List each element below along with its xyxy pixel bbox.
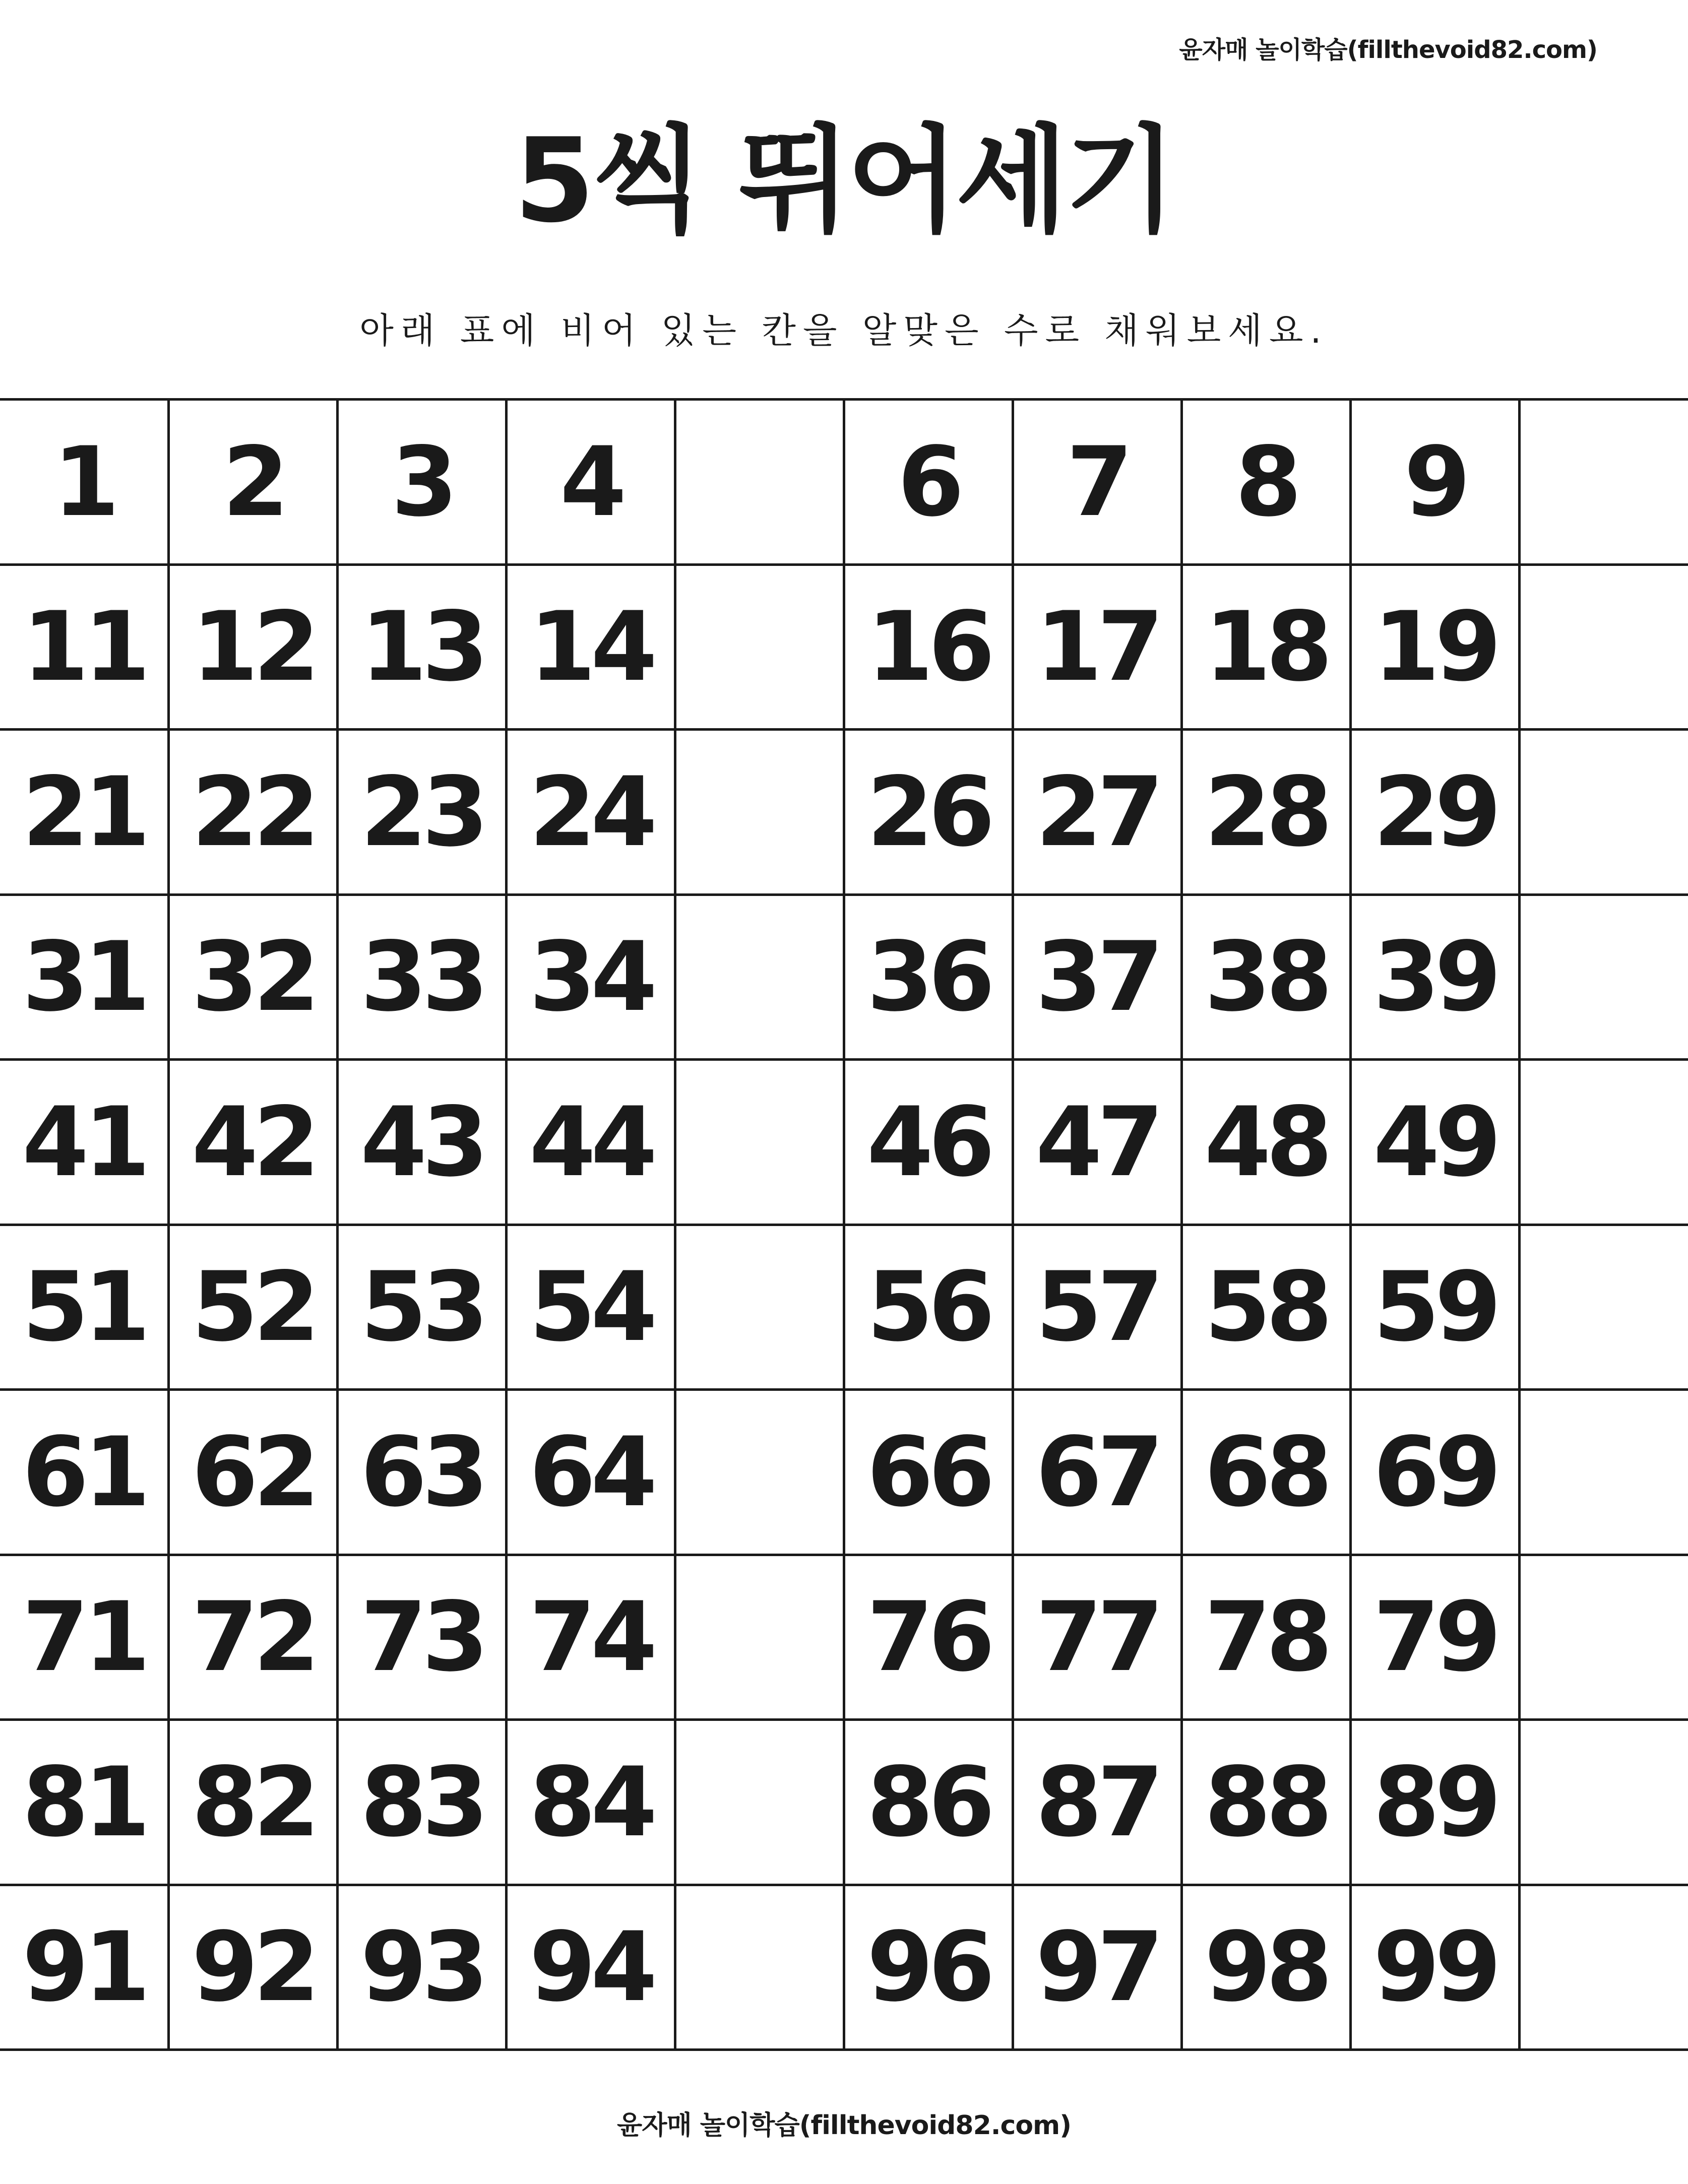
number-cell: 81 <box>0 1720 169 1885</box>
number-cell: 92 <box>169 1885 338 2050</box>
blank-cell[interactable] <box>675 1885 844 2050</box>
grid-body <box>0 400 1688 2050</box>
grid-row <box>0 1720 1688 1885</box>
number-cell: 84 <box>507 1720 675 1885</box>
footer-credit: 윤자매 놀이학습(fillthevoid82.com) <box>616 2110 1072 2141</box>
number-cell: 96 <box>844 1885 1013 2050</box>
number-cell: 13 <box>338 564 507 730</box>
grid-row <box>0 730 1688 895</box>
number-cell: 27 <box>1013 730 1181 895</box>
blank-cell[interactable] <box>675 1225 844 1390</box>
number-cell: 42 <box>169 1060 338 1225</box>
number-cell: 6 <box>844 400 1013 565</box>
grid-row <box>0 564 1688 730</box>
number-cell: 12 <box>169 564 338 730</box>
number-cell: 47 <box>1013 1060 1181 1225</box>
number-cell: 87 <box>1013 1720 1181 1885</box>
number-cell: 31 <box>0 894 169 1060</box>
number-cell: 57 <box>1013 1225 1181 1390</box>
number-cell: 68 <box>1181 1390 1350 1555</box>
blank-cell[interactable] <box>675 564 844 730</box>
number-cell: 54 <box>507 1225 675 1390</box>
number-cell: 86 <box>844 1720 1013 1885</box>
number-cell: 69 <box>1350 1390 1519 1555</box>
blank-cell[interactable] <box>1519 730 1688 895</box>
number-cell: 43 <box>338 1060 507 1225</box>
number-cell: 1 <box>0 400 169 565</box>
number-cell: 56 <box>844 1225 1013 1390</box>
blank-cell[interactable] <box>1519 400 1688 565</box>
grid-row <box>0 1060 1688 1225</box>
number-cell: 7 <box>1013 400 1181 565</box>
number-cell: 74 <box>507 1555 675 1720</box>
number-cell: 37 <box>1013 894 1181 1060</box>
blank-cell[interactable] <box>1519 564 1688 730</box>
number-cell: 9 <box>1350 400 1519 565</box>
blank-cell[interactable] <box>1519 1885 1688 2050</box>
page-title: 5씩 뛰어세기 <box>514 114 1174 248</box>
number-cell: 29 <box>1350 730 1519 895</box>
number-cell: 78 <box>1181 1555 1350 1720</box>
number-cell: 93 <box>338 1885 507 2050</box>
grid-row <box>0 400 1688 565</box>
number-cell: 52 <box>169 1225 338 1390</box>
number-cell: 76 <box>844 1555 1013 1720</box>
number-cell: 89 <box>1350 1720 1519 1885</box>
number-cell: 28 <box>1181 730 1350 895</box>
grid-row <box>0 1225 1688 1390</box>
number-cell: 24 <box>507 730 675 895</box>
number-cell: 39 <box>1350 894 1519 1060</box>
number-cell: 17 <box>1013 564 1181 730</box>
number-cell: 22 <box>169 730 338 895</box>
blank-cell[interactable] <box>1519 1060 1688 1225</box>
number-cell: 3 <box>338 400 507 565</box>
blank-cell[interactable] <box>1519 1555 1688 1720</box>
number-cell: 88 <box>1181 1720 1350 1885</box>
blank-cell[interactable] <box>675 894 844 1060</box>
number-cell: 61 <box>0 1390 169 1555</box>
grid-row <box>0 894 1688 1060</box>
number-cell: 36 <box>844 894 1013 1060</box>
number-cell: 8 <box>1181 400 1350 565</box>
number-cell: 82 <box>169 1720 338 1885</box>
blank-cell[interactable] <box>1519 1225 1688 1390</box>
blank-cell[interactable] <box>1519 894 1688 1060</box>
blank-cell[interactable] <box>1519 1720 1688 1885</box>
number-cell: 4 <box>507 400 675 565</box>
blank-cell[interactable] <box>1519 1390 1688 1555</box>
number-cell: 71 <box>0 1555 169 1720</box>
number-cell: 77 <box>1013 1555 1181 1720</box>
number-cell: 21 <box>0 730 169 895</box>
blank-cell[interactable] <box>675 1555 844 1720</box>
number-cell: 97 <box>1013 1885 1181 2050</box>
header-credit: 윤자매 놀이학습(fillthevoid82.com) <box>1179 36 1597 64</box>
number-cell: 18 <box>1181 564 1350 730</box>
number-cell: 72 <box>169 1555 338 1720</box>
number-cell: 53 <box>338 1225 507 1390</box>
blank-cell[interactable] <box>675 1060 844 1225</box>
number-grid <box>0 398 1688 2051</box>
number-cell: 38 <box>1181 894 1350 1060</box>
number-cell: 64 <box>507 1390 675 1555</box>
number-cell: 51 <box>0 1225 169 1390</box>
grid-row <box>0 1555 1688 1720</box>
blank-cell[interactable] <box>675 1720 844 1885</box>
number-cell: 94 <box>507 1885 675 2050</box>
number-cell: 83 <box>338 1720 507 1885</box>
number-cell: 58 <box>1181 1225 1350 1390</box>
number-cell: 11 <box>0 564 169 730</box>
blank-cell[interactable] <box>675 400 844 565</box>
number-cell: 44 <box>507 1060 675 1225</box>
number-cell: 33 <box>338 894 507 1060</box>
blank-cell[interactable] <box>675 1390 844 1555</box>
number-cell: 41 <box>0 1060 169 1225</box>
number-cell: 67 <box>1013 1390 1181 1555</box>
number-cell: 19 <box>1350 564 1519 730</box>
number-cell: 32 <box>169 894 338 1060</box>
number-cell: 23 <box>338 730 507 895</box>
number-cell: 26 <box>844 730 1013 895</box>
number-cell: 14 <box>507 564 675 730</box>
number-cell: 91 <box>0 1885 169 2050</box>
grid-row <box>0 1885 1688 2050</box>
number-cell: 66 <box>844 1390 1013 1555</box>
number-cell: 48 <box>1181 1060 1350 1225</box>
grid-row <box>0 1390 1688 1555</box>
blank-cell[interactable] <box>675 730 844 895</box>
number-cell: 34 <box>507 894 675 1060</box>
number-cell: 49 <box>1350 1060 1519 1225</box>
number-cell: 46 <box>844 1060 1013 1225</box>
instruction-text: 아래 표에 비어 있는 칸을 알맞은 수로 채워보세요. <box>359 310 1329 351</box>
number-cell: 73 <box>338 1555 507 1720</box>
number-cell: 2 <box>169 400 338 565</box>
number-cell: 98 <box>1181 1885 1350 2050</box>
number-cell: 59 <box>1350 1225 1519 1390</box>
number-cell: 79 <box>1350 1555 1519 1720</box>
number-cell: 63 <box>338 1390 507 1555</box>
number-cell: 16 <box>844 564 1013 730</box>
number-cell: 62 <box>169 1390 338 1555</box>
number-cell: 99 <box>1350 1885 1519 2050</box>
